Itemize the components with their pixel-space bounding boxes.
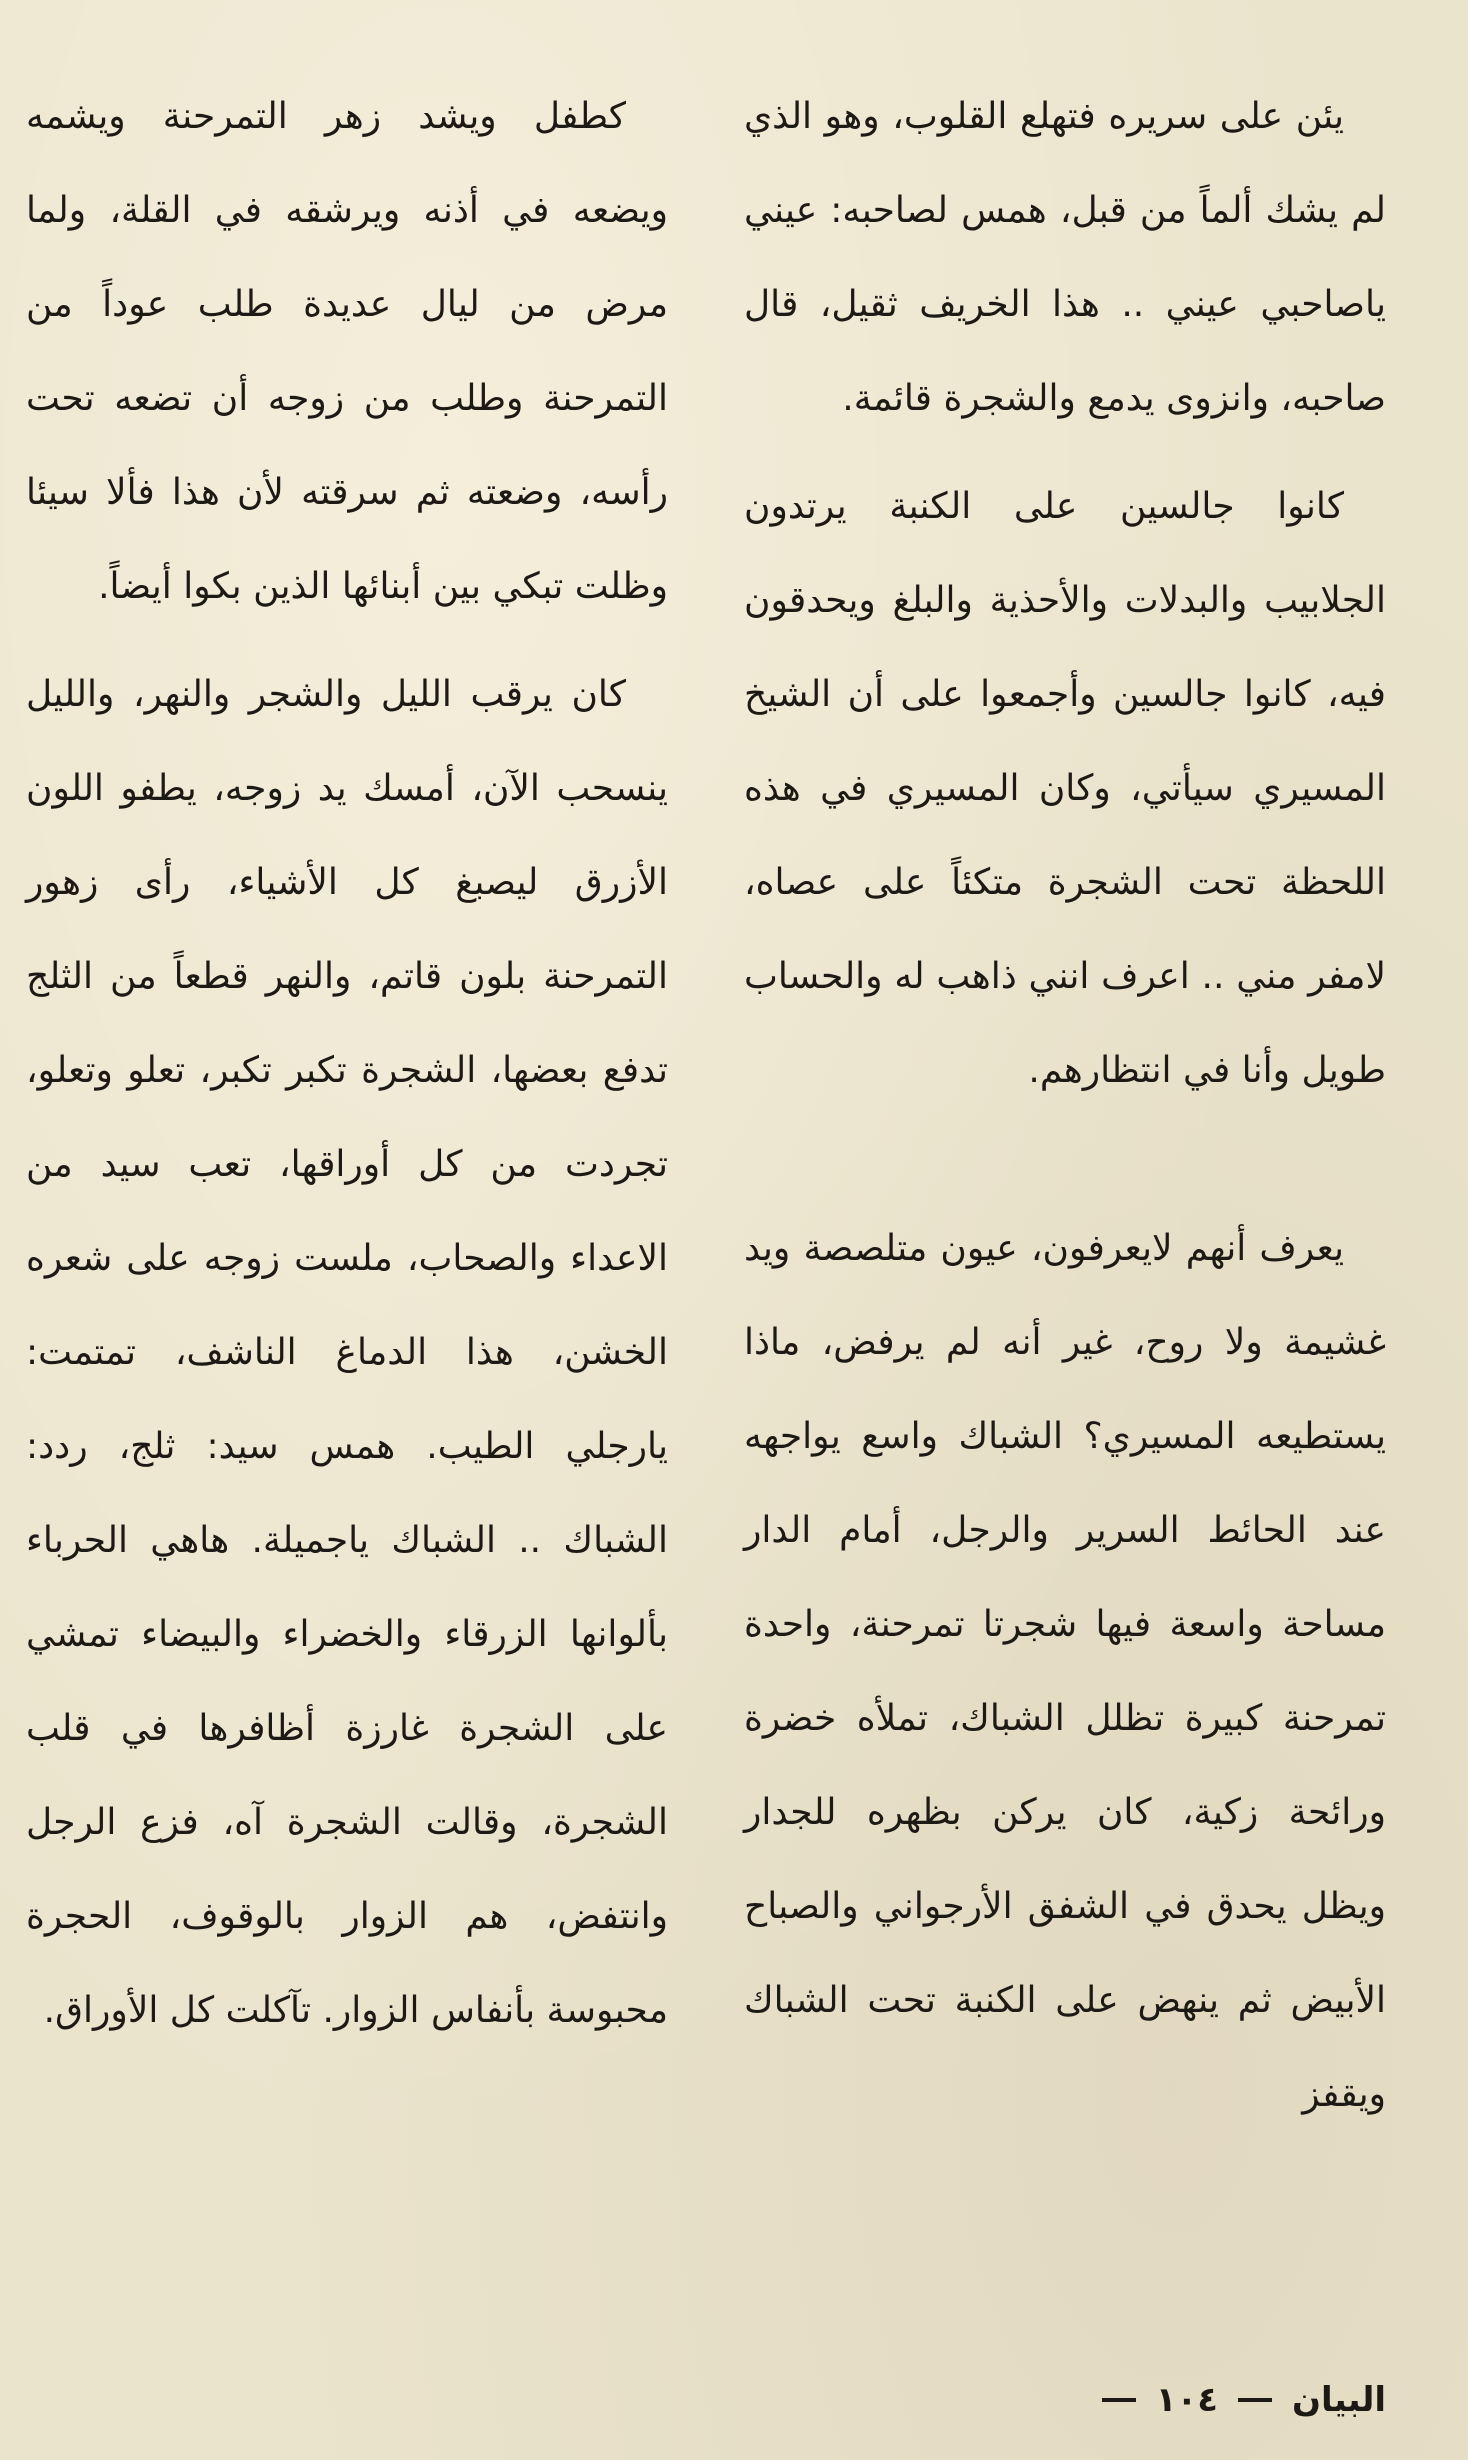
footer-dash xyxy=(1238,2398,1272,2402)
paragraph: يعرف أنهم لايعرفون، عيون متلصصة ويد غشيمة ولا روح، غير أنه لم يرفض، ماذا يستطيعه المسيري؟ الشباك واسع يواجهه عند الحائط السرير والرجل، أمام الدار مساحة واسعة فيها شجرتا تمرحنة، واحدة تمرحنة كبيرة تظلل الشباك، تملأه خضرة ورائحة زكية، كان يركن بظهره للجدار ويظل يحدق في الشفق الأرجواني والصباح الأبيض ثم ينهض على الكنبة تحت الشباك ويقفز xyxy=(744,1228,1386,2115)
paragraph-gap xyxy=(744,446,1386,460)
text-column-left xyxy=(26,70,668,2058)
section-gap xyxy=(744,1118,1386,1202)
page-footer xyxy=(1102,2380,1386,2420)
page-number: ١٠٤ xyxy=(1155,2380,1219,2420)
paragraph: كانوا جالسين على الكنبة يرتدون الجلابيب والبدلات والأحذية والبلغ ويحدقون فيه، كانوا جالسين وأجمعوا على أن الشيخ المسيري سيأتي، وكان المسيري في هذه اللحظة تحت الشجرة متكئاً على عصاه، لامفر مني .. اعرف انني ذاهب له والحساب طويل وأنا في انتظارهم. xyxy=(744,486,1386,1091)
paragraph: يئن على سريره فتهلع القلوب، وهو الذي لم يشك ألماً من قبل، همس لصاحبه: عيني ياصاحبي عيني .. هذا الخريف ثقيل، قال صاحبه، وانزوى يدمع والشجرة قائمة. xyxy=(744,96,1386,419)
footer-dash xyxy=(1102,2398,1136,2402)
paragraph-gap xyxy=(26,634,668,648)
text-column-right xyxy=(744,70,1386,2142)
paragraph: كطفل ويشد زهر التمرحنة ويشمه ويضعه في أذنه ويرشقه في القلة، ولما مرض من ليال عديدة طلب عوداً من التمرحنة وطلب من زوجه أن تضعه تحت رأسه، وضعته ثم سرقته لأن هذا فألا سيئا وظلت تبكي بين أبنائها الذين بكوا أيضاً. xyxy=(26,96,668,607)
paragraph: كان يرقب الليل والشجر والنهر، والليل ينسحب الآن، أمسك يد زوجه، يطفو اللون الأزرق ليصبغ كل الأشياء، رأى زهور التمرحنة بلون قاتم، والنهر قطعاً من الثلج تدفع بعضها، الشجرة تكبر تكبر، تعلو وتعلو، تجردت من كل أوراقها، تعب سيد من الاعداء والصحاب، ملست زوجه على شعره الخشن، هذا الدماغ الناشف، تمتمت: يارجلي الطيب. همس سيد: ثلج، ردد: الشباك .. الشباك ياجميلة. هاهي الحرباء بألوانها الزرقاء والخضراء والبيضاء تمشي على الشجرة غارزة أظافرها في قلب الشجرة، وقالت الشجرة آه، فزع الرجل وانتفض، هم الزوار بالوقوف، الحجرة محبوسة بأنفاس الزوار. تآكلت كل الأوراق. xyxy=(26,674,668,2031)
magazine-name: البيان xyxy=(1292,2380,1386,2420)
